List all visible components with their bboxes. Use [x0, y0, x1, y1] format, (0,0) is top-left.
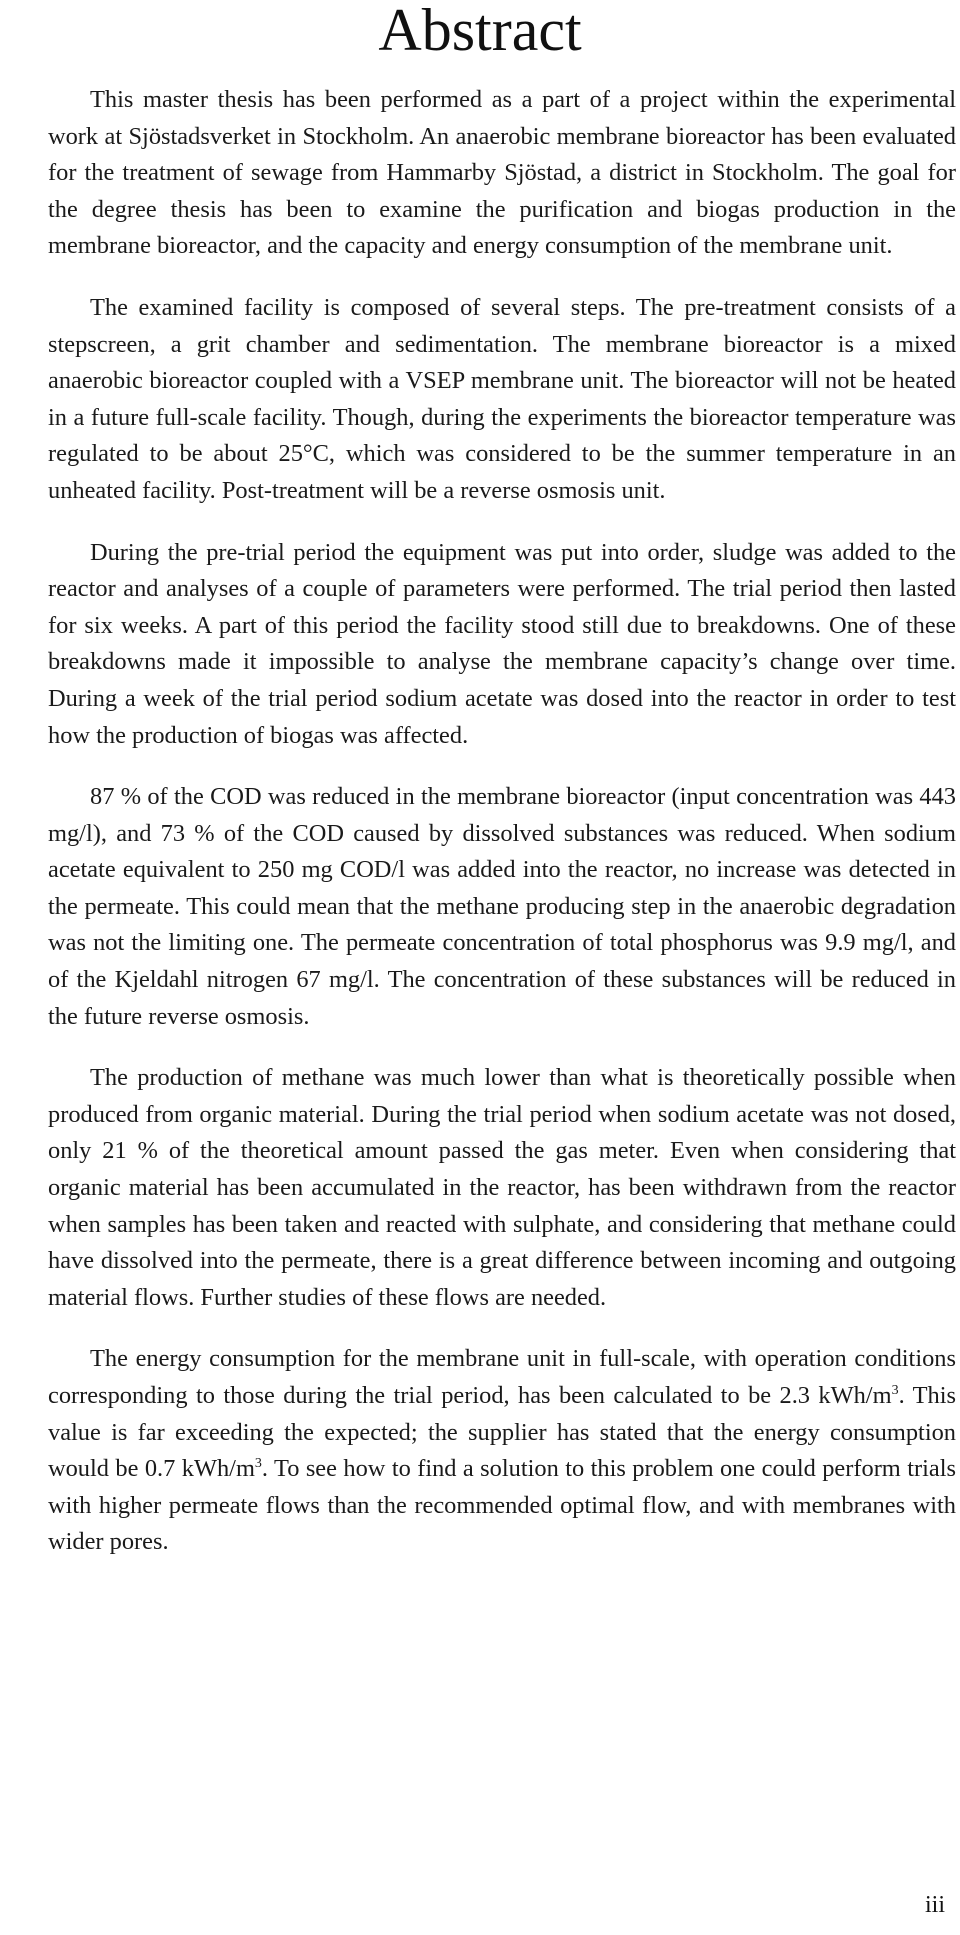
- paragraph-3: During the pre-trial period the equipment was put into order, sludge was added to the reactor and analyses of a couple of parameters were performed. The trial period then lasted for six weeks. A part of this period the facility stood still due to breakdowns. One of these breakdowns made it impossible to analyse the membrane capacity’s change over time. During a week of the trial period sodium acetate was dosed into the reactor in order to test how the production of biogas was affected.: [48, 538, 956, 749]
- page-title: Abstract: [378, 0, 582, 63]
- superscript-cubed: 3: [891, 1383, 899, 1398]
- abstract-body: [48, 82, 956, 1586]
- paragraph-6-text-a: The energy consumption for the membrane unit in full-scale, with operation conditions corresponding to those during the trial period, has been calculated to be 2.3 kWh/m: [48, 1345, 956, 1409]
- paragraph-4: 87 % of the COD was reduced in the membrane bioreactor (input concentration was 443 mg/l), and 73 % of the COD caused by dissolved substances was reduced. When sodium acetate equivalent to 250 mg COD/l was added into the reactor, no increase was detected in the permeate. This could mean that the methane producing step in the anaerobic degradation was not the limiting one. The permeate concentration of total phosphorus was 9.9 mg/l, and of the Kjeldahl nitrogen 67 mg/l. The concentration of these substances will be reduced in the future reverse osmosis.: [48, 783, 956, 1030]
- paragraph-2: The examined facility is composed of several steps. The pre-treatment consists of a stepscreen, a grit chamber and sedimentation. The membrane bioreactor is a mixed anaerobic bioreactor coupled with a VSEP membrane unit. The bioreactor will not be heated in a future full-scale facility. Though, during the experiments the bioreactor temperature was regulated to be about 25°C, which was considered to be the summer temperature in an unheated facility. Post-treatment will be a reverse osmosis unit.: [48, 293, 956, 504]
- paragraph-6: [48, 1341, 956, 1561]
- paragraph-5: The production of methane was much lower than what is theoretically possible when produced from organic material. During the trial period when sodium acetate was not dosed, only 21 % of the theoretical amount passed the gas meter. Even when considering that organic material has been accumulated in the reactor, has been withdrawn from the reactor when samples has been taken and reacted with sulphate, and considering that methane could have dissolved into the permeate, there is a great difference between incoming and outgoing material flows. Further studies of these flows are needed.: [48, 1064, 956, 1311]
- paragraph-6-text-c: . To see how to find a solution to this problem one could perform trials with higher permeate flows than the recommended optimal flow, and with membranes with wider pores.: [48, 1455, 956, 1556]
- paragraph-1: This master thesis has been performed as a part of a project within the experimental work at Sjöstadsverket in Stockholm. An anaerobic membrane bioreactor has been evaluated for the treatment of sewage from Hammarby Sjöstad, a district in Stockholm. The goal for the degree thesis has been to examine the purification and biogas production in the membrane bioreactor, and the capacity and energy consumption of the membrane unit.: [48, 86, 956, 260]
- page-number: iii: [924, 1892, 945, 1918]
- superscript-cubed: 3: [254, 1456, 262, 1472]
- paragraph-6-text-b: . This value is far exceeding the expected; the supplier has stated that the energy consumption would be 0.7 kWh/m: [48, 1382, 956, 1483]
